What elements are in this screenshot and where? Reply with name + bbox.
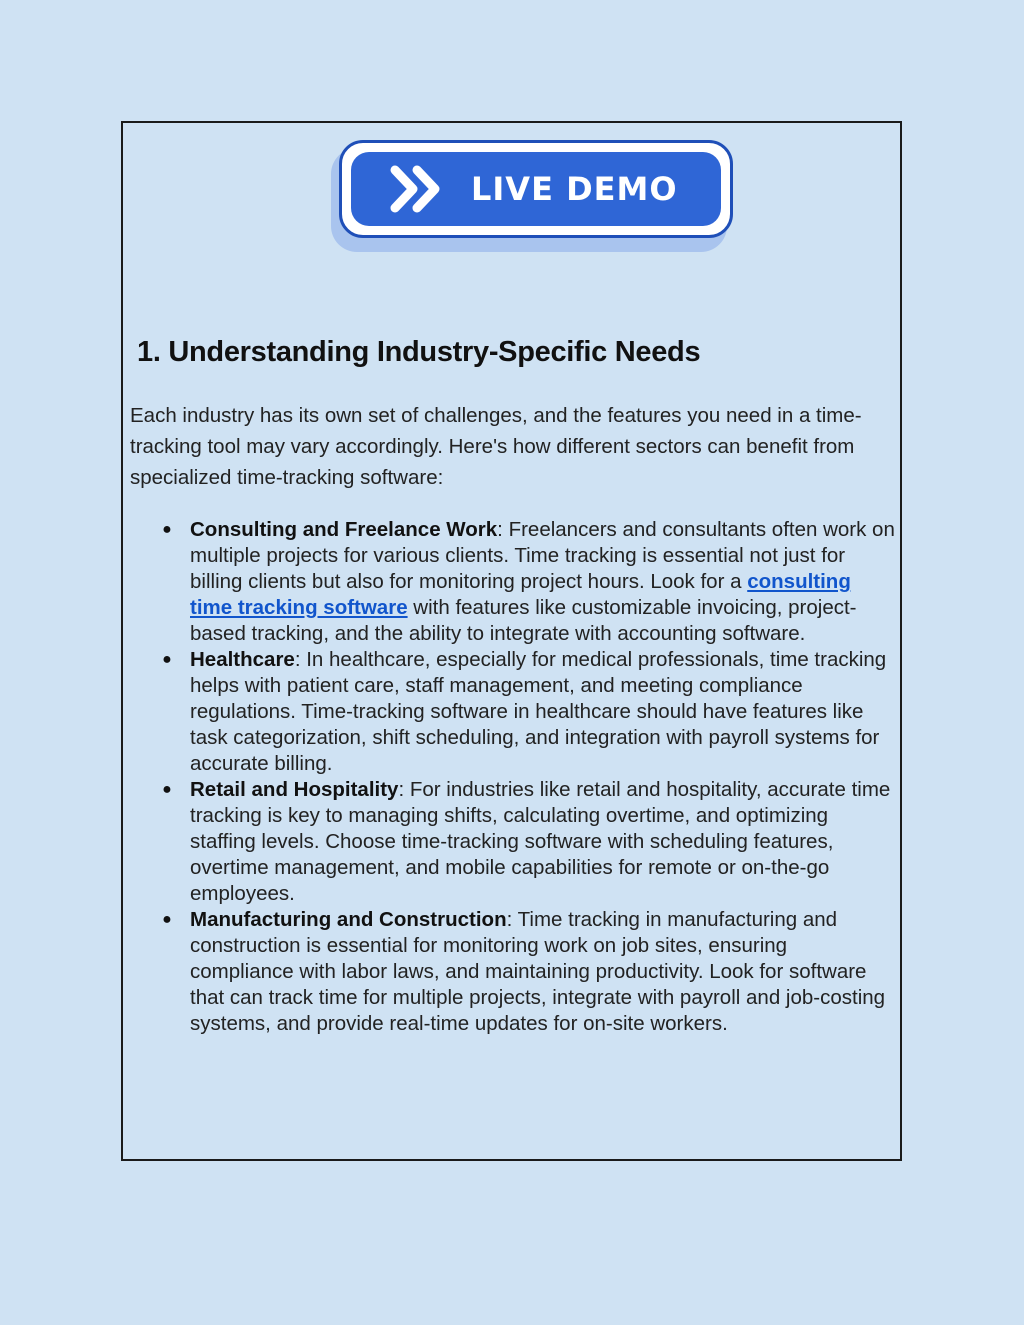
live-demo-label: LIVE DEMO: [471, 170, 678, 208]
industry-list: [130, 517, 895, 1037]
section-heading: 1. Understanding Industry-Specific Needs: [137, 336, 701, 368]
list-item-healthcare: [130, 647, 895, 777]
intro-paragraph: Each industry has its own set of challenges, and the features you need in a time-tracking tool may vary accordingly. Here's how different sectors can benefit from specialized time-tracking software:: [130, 404, 862, 489]
live-demo-button-inner[interactable]: [351, 152, 721, 226]
double-chevron-right-icon: [389, 164, 449, 214]
bullet-title: Consulting and Freelance Work: [190, 518, 498, 541]
live-demo-button[interactable]: [339, 140, 733, 238]
bullet-title: Manufacturing and Construction: [190, 908, 507, 931]
bullet-text: : In healthcare, especially for medical professionals, time tracking helps with patient care, staff management, and meeting compliance regulations. Time-tracking software in healthcare should have features like task categorization, shift scheduling, and integration with payroll systems for accurate billing.: [190, 648, 887, 775]
list-item-consulting: [130, 517, 895, 647]
bullet-icon: ●: [162, 521, 172, 538]
bullet-icon: ●: [162, 911, 172, 928]
bullet-title: Retail and Hospitality: [190, 778, 399, 801]
list-item-manufacturing: [130, 907, 895, 1037]
bullet-text: : For industries like retail and hospitality, accurate time tracking is key to managing shifts, calculating overtime, and optimizing staffing levels. Choose time-tracking software with scheduling features, overtime management, and mobile capabilities for remote or on-the-go employees.: [190, 778, 891, 905]
bullet-icon: ●: [162, 781, 172, 798]
live-demo-banner[interactable]: [331, 138, 735, 254]
bullet-text: : Freelancers and consultants often work on multiple projects for various clients. Time tracking is essential not just for billing clients but also for monitoring project hours. Look for a: [190, 518, 895, 593]
bullet-text-continued: with features like customizable invoicing, project-based tracking, and the ability to integrate with accounting software.: [190, 596, 857, 645]
consulting-software-link[interactable]: consulting time tracking software: [190, 570, 851, 619]
bullet-title: Healthcare: [190, 648, 295, 671]
list-item-retail: [130, 777, 895, 907]
bullet-icon: ●: [162, 651, 172, 668]
bullet-text: : Time tracking in manufacturing and construction is essential for monitoring work on job sites, ensuring compliance with labor laws, and maintaining productivity. Look for software that can track time for multiple projects, integrate with payroll and job-costing systems, and provide real-time updates for on-site workers.: [190, 908, 886, 1035]
